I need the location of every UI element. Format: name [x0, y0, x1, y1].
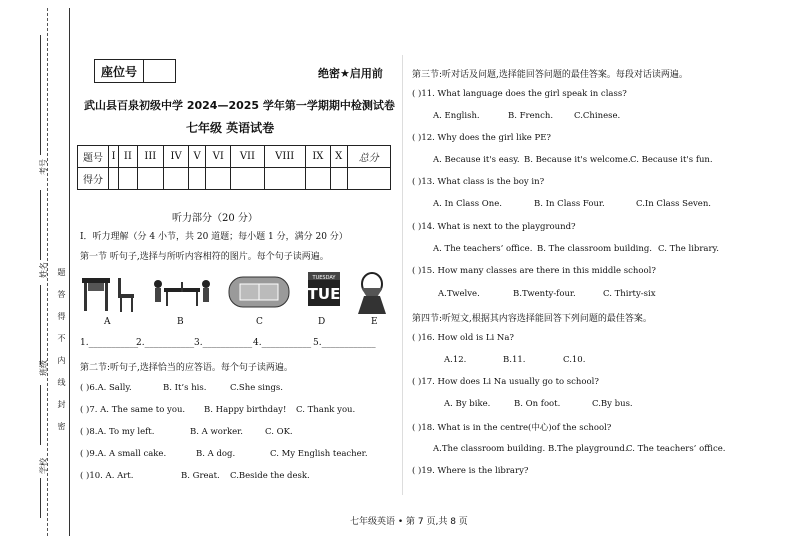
q16-option-a: A.12. [444, 355, 467, 365]
q7-option-b: B. Happy birthday! [204, 405, 287, 415]
score-header-cell: IX [305, 146, 330, 168]
q8-stem: ( )8.A. To my left. [80, 427, 155, 437]
calendar-abbr-text: TUE [307, 285, 341, 303]
score-header-cell: 题号 [78, 146, 109, 168]
seal-char-1: 题 [57, 268, 66, 277]
pic-letter-a: A [104, 317, 111, 327]
score-cell[interactable] [137, 168, 164, 190]
class-line [40, 285, 41, 365]
score-cell[interactable] [264, 168, 305, 190]
q6-stem: ( )6.A. Sally. [80, 383, 132, 393]
name-line [40, 190, 41, 260]
score-cell[interactable] [109, 168, 119, 190]
answer-blank-1[interactable]: 1.___________ [80, 338, 139, 348]
blank-number: 1. [80, 338, 89, 348]
seal-char-3: 得 [57, 312, 66, 321]
score-table-header-row [78, 146, 391, 168]
q6-option-c: C.She sings. [230, 383, 283, 393]
q14-option-a: A. The teachers’ office. [433, 244, 533, 254]
q11-stem: ( )11. What language does the girl speak in class? [412, 89, 627, 99]
score-header-cell: II [119, 146, 137, 168]
exam-subtitle: 七年级 英语试卷 [186, 121, 275, 135]
section1-instruction: 第一节 听句子,选择与所听内容相符的图片。每个句子读两遍。 [80, 252, 329, 262]
score-header-cell: 总分 [347, 146, 390, 168]
q9-option-c: C. My English teacher. [270, 449, 368, 459]
blank-number: 3. [194, 338, 203, 348]
pic-letter-d: D [318, 317, 326, 327]
q12-option-a: A. Because it's easy. [433, 155, 520, 165]
score-header-cell: IV [164, 146, 189, 168]
q16-stem: ( )16. How old is Li Na? [412, 333, 514, 343]
answer-blank-2[interactable]: 2.___________ [136, 338, 195, 348]
q8-option-c: C. OK. [265, 427, 293, 437]
score-cell[interactable] [189, 168, 206, 190]
q11-option-c: C.Chinese. [574, 111, 621, 121]
q9-option-b: B. A dog. [196, 449, 236, 459]
playground-picture [228, 275, 292, 310]
seat-number-label: 座位号 [95, 60, 144, 82]
q14-option-b: B. The classroom building. [537, 244, 652, 254]
section3-instruction: 第三节:听对话及问题,选择能回答问题的最佳答案。每段对话读两遍。 [412, 70, 688, 80]
school-line [40, 385, 41, 445]
pic-letter-e: E [371, 317, 378, 327]
q14-option-c: C. The library. [658, 244, 719, 254]
q10-stem: ( )10. A. Art. [80, 471, 134, 481]
q9-stem: ( )9.A. A small cake. [80, 449, 167, 459]
q12-stem: ( )12. Why does the girl like PE? [412, 133, 551, 143]
score-header-cell: VII [231, 146, 264, 168]
q17-option-b: B. On foot. [514, 399, 561, 409]
q13-option-c: C.In Class Seven. [636, 199, 712, 209]
score-cell[interactable] [347, 168, 390, 190]
pic-letter-b: B [177, 317, 184, 327]
seal-char-5: 内 [57, 356, 66, 365]
desk-chair-picture [80, 270, 144, 315]
listening-title: 听力部分（20 分） [172, 213, 258, 224]
section4-instruction: 第四节:听短文,根据其内容选择能回答下列问题的最佳答案。 [412, 314, 652, 324]
seal-char-6: 线 [57, 378, 66, 387]
student-no-label: 考号 [39, 159, 48, 175]
q11-option-a: A. English. [433, 111, 480, 121]
q19-stem: ( )19. Where is the library? [412, 466, 529, 476]
q7-stem: ( )7. A. The same to you. [80, 405, 186, 415]
q16-option-b: B.11. [503, 355, 526, 365]
score-row-label: 得分 [78, 168, 109, 190]
seal-char-4: 不 [57, 334, 66, 343]
school-label: 学校 [39, 458, 48, 474]
q7-option-c: C. Thank you. [296, 405, 356, 415]
blank-number: 5. [313, 338, 322, 348]
q12-option-c: C. Because it's fun. [630, 155, 713, 165]
bottom-line [40, 478, 41, 518]
pic-letter-c: C [256, 317, 263, 327]
q18-stem: ( )18. What is in the centre(中心)of the school? [412, 423, 612, 433]
section2-instruction: 第二节:听句子,选择恰当的应答语。每个句子读两遍。 [80, 363, 293, 373]
score-table [77, 145, 391, 190]
score-cell[interactable] [330, 168, 347, 190]
q17-option-c: C.By bus. [592, 399, 633, 409]
q18-option-a: A.The classroom building. [433, 444, 546, 454]
q18-option-b: B.The playground. [548, 444, 628, 454]
q11-option-b: B. French. [508, 111, 554, 121]
exam-title: 武山县百泉初级中学 2024—2025 学年第一学期期中检测试卷 [84, 99, 395, 112]
score-header-cell: VI [206, 146, 231, 168]
q18-option-c: C. The teachers’ office. [626, 444, 726, 454]
q15-option-c: C. Thirty-six [603, 289, 656, 299]
score-cell[interactable] [231, 168, 264, 190]
calendar-day-text: TUESDAY [312, 275, 336, 281]
name-label: 姓名 [39, 262, 48, 278]
binding-solid-line [69, 8, 70, 536]
confidential-mark: 绝密★启用前 [318, 67, 383, 80]
score-header-cell: VIII [264, 146, 305, 168]
seat-number-box [94, 59, 176, 83]
q15-stem: ( )15. How many classes are there in this middle school? [412, 266, 656, 276]
score-header-cell: X [330, 146, 347, 168]
score-header-cell: III [137, 146, 164, 168]
answer-blank-3[interactable]: 3.___________ [194, 338, 253, 348]
q16-option-c: C.10. [563, 355, 586, 365]
q15-option-a: A.Twelve. [438, 289, 480, 299]
ping-pong-picture [150, 270, 214, 315]
page-footer: 七年级英语 • 第 7 页,共 8 页 [350, 517, 468, 527]
q6-option-b: B. It’s his. [163, 383, 207, 393]
score-cell[interactable] [206, 168, 231, 190]
blank-number: 4. [253, 338, 262, 348]
student-no-line [40, 35, 41, 155]
q13-option-a: A. In Class One. [433, 199, 502, 209]
score-header-cell: I [109, 146, 119, 168]
score-cell[interactable] [164, 168, 189, 190]
score-cell[interactable] [305, 168, 330, 190]
score-cell[interactable] [119, 168, 137, 190]
q14-stem: ( )14. What is next to the playground? [412, 222, 576, 232]
q13-stem: ( )13. What class is the boy in? [412, 177, 545, 187]
q17-option-a: A. By bike. [444, 399, 491, 409]
tuesday-calendar-picture [304, 270, 344, 310]
q10-option-c: C.Beside the desk. [230, 471, 310, 481]
seal-char-7: 封 [57, 400, 66, 409]
blank-number: 2. [136, 338, 145, 348]
q15-option-b: B.Twenty-four. [513, 289, 576, 299]
q13-option-b: B. In Class Four. [534, 199, 605, 209]
score-header-cell: V [189, 146, 206, 168]
class-label: 班级 [39, 360, 48, 376]
answer-blank-5[interactable]: 5.____________ [313, 338, 376, 348]
seat-number-field[interactable] [144, 60, 175, 82]
column-divider [402, 55, 403, 495]
old-man-picture [354, 270, 390, 314]
answer-blank-4[interactable]: 4.___________ [253, 338, 312, 348]
q17-stem: ( )17. How does Li Na usually go to school? [412, 377, 599, 387]
seal-char-2: 答 [57, 290, 66, 299]
part1-instruction: Ⅰ．听力理解（分 4 小节，共 20 道题；每小题 1 分，满分 20 分） [80, 232, 348, 242]
seal-char-8: 密 [57, 422, 66, 431]
score-table-score-row [78, 168, 391, 190]
q8-option-b: B. A worker. [190, 427, 243, 437]
q10-option-b: B. Great. [181, 471, 220, 481]
q12-option-b: B. Because it's welcome. [524, 155, 631, 165]
